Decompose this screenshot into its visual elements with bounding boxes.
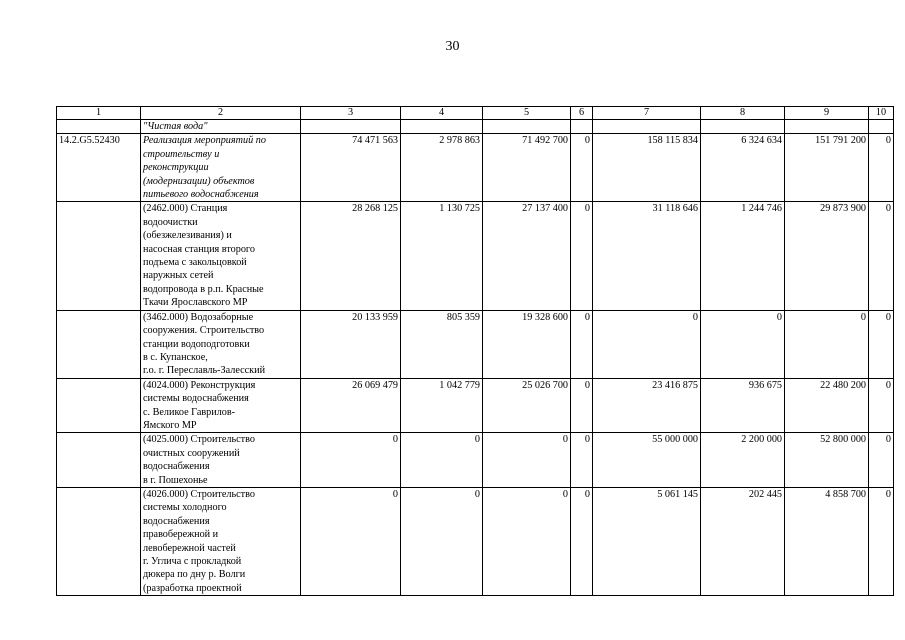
column-number: 5 (483, 107, 571, 120)
amount-cell: 1 130 725 (401, 202, 483, 310)
budget-table (56, 106, 894, 596)
table-cell (571, 120, 593, 134)
amount-cell: 1 042 779 (401, 378, 483, 433)
amount-cell: 0 (483, 433, 571, 488)
amount-cell: 936 675 (701, 378, 785, 433)
table-cell (57, 120, 141, 134)
column-number: 6 (571, 107, 593, 120)
row-code (57, 487, 141, 595)
amount-cell: 27 137 400 (483, 202, 571, 310)
amount-cell: 0 (869, 202, 894, 310)
table-cell (301, 120, 401, 134)
amount-cell: 0 (571, 487, 593, 595)
amount-cell: 158 115 834 (593, 134, 701, 202)
table-row (57, 202, 894, 310)
amount-cell: 0 (869, 134, 894, 202)
amount-cell: 0 (571, 202, 593, 310)
row-name: (4024.000) Реконструкция системы водоснабжения с. Великое Гаврилов- Ямского МР (141, 378, 301, 433)
column-number: 4 (401, 107, 483, 120)
program-title-row (57, 120, 894, 134)
amount-cell: 4 858 700 (785, 487, 869, 595)
table-row (57, 310, 894, 378)
amount-cell: 805 359 (401, 310, 483, 378)
amount-cell: 74 471 563 (301, 134, 401, 202)
amount-cell: 0 (301, 487, 401, 595)
program-title: "Чистая вода" (141, 120, 301, 134)
row-name: Реализация мероприятий по строительству и реконструкции (модернизации) объектов питьевого водоснабжения (141, 134, 301, 202)
table-cell (869, 120, 894, 134)
amount-cell: 0 (869, 310, 894, 378)
amount-cell: 23 416 875 (593, 378, 701, 433)
amount-cell: 2 200 000 (701, 433, 785, 488)
row-code (57, 433, 141, 488)
amount-cell: 19 328 600 (483, 310, 571, 378)
amount-cell: 55 000 000 (593, 433, 701, 488)
amount-cell: 20 133 959 (301, 310, 401, 378)
amount-cell: 202 445 (701, 487, 785, 595)
amount-cell: 0 (401, 487, 483, 595)
column-number: 7 (593, 107, 701, 120)
column-number-row (57, 107, 894, 120)
amount-cell: 31 118 646 (593, 202, 701, 310)
table-row (57, 433, 894, 488)
column-number: 1 (57, 107, 141, 120)
table-cell (401, 120, 483, 134)
amount-cell: 26 069 479 (301, 378, 401, 433)
table-row (57, 487, 894, 595)
column-number: 9 (785, 107, 869, 120)
amount-cell: 0 (869, 433, 894, 488)
page-number: 30 (445, 39, 460, 54)
amount-cell: 71 492 700 (483, 134, 571, 202)
amount-cell: 5 061 145 (593, 487, 701, 595)
row-code (57, 202, 141, 310)
row-name: (2462.000) Станция водоочистки (обезжелезивания) и насосная станция второго подъема с закольцовкой наружных сетей водопровода в р.п. Красные Ткачи Ярославского МР (141, 202, 301, 310)
amount-cell: 0 (593, 310, 701, 378)
column-number: 2 (141, 107, 301, 120)
table-row (57, 134, 894, 202)
row-code (57, 378, 141, 433)
column-number: 8 (701, 107, 785, 120)
table-cell (701, 120, 785, 134)
amount-cell: 2 978 863 (401, 134, 483, 202)
amount-cell: 0 (785, 310, 869, 378)
amount-cell: 0 (571, 378, 593, 433)
column-number: 10 (869, 107, 894, 120)
amount-cell: 52 800 000 (785, 433, 869, 488)
amount-cell: 0 (571, 134, 593, 202)
amount-cell: 1 244 746 (701, 202, 785, 310)
row-name: (4025.000) Строительство очистных сооружений водоснабжения в г. Пошехонье (141, 433, 301, 488)
amount-cell: 28 268 125 (301, 202, 401, 310)
row-name: (4026.000) Строительство системы холодного водоснабжения правобережной и левобережной частей г. Углича с прокладкой дюкера по дну р. Волги (разработка проектной (141, 487, 301, 595)
amount-cell: 151 791 200 (785, 134, 869, 202)
budget-table-body (57, 107, 894, 596)
table-row (57, 378, 894, 433)
amount-cell: 0 (869, 378, 894, 433)
table-cell (785, 120, 869, 134)
table-cell (483, 120, 571, 134)
row-code: 14.2.G5.52430 (57, 134, 141, 202)
amount-cell: 0 (483, 487, 571, 595)
amount-cell: 29 873 900 (785, 202, 869, 310)
amount-cell: 25 026 700 (483, 378, 571, 433)
column-number: 3 (301, 107, 401, 120)
amount-cell: 0 (401, 433, 483, 488)
amount-cell: 0 (301, 433, 401, 488)
row-code (57, 310, 141, 378)
row-name: (3462.000) Водозаборные сооружения. Строительство станции водоподготовки в с. Купанское, г.о. г. Переславль-Залесский (141, 310, 301, 378)
amount-cell: 0 (571, 433, 593, 488)
amount-cell: 0 (701, 310, 785, 378)
amount-cell: 0 (571, 310, 593, 378)
amount-cell: 22 480 200 (785, 378, 869, 433)
amount-cell: 0 (869, 487, 894, 595)
amount-cell: 6 324 634 (701, 134, 785, 202)
table-cell (593, 120, 701, 134)
